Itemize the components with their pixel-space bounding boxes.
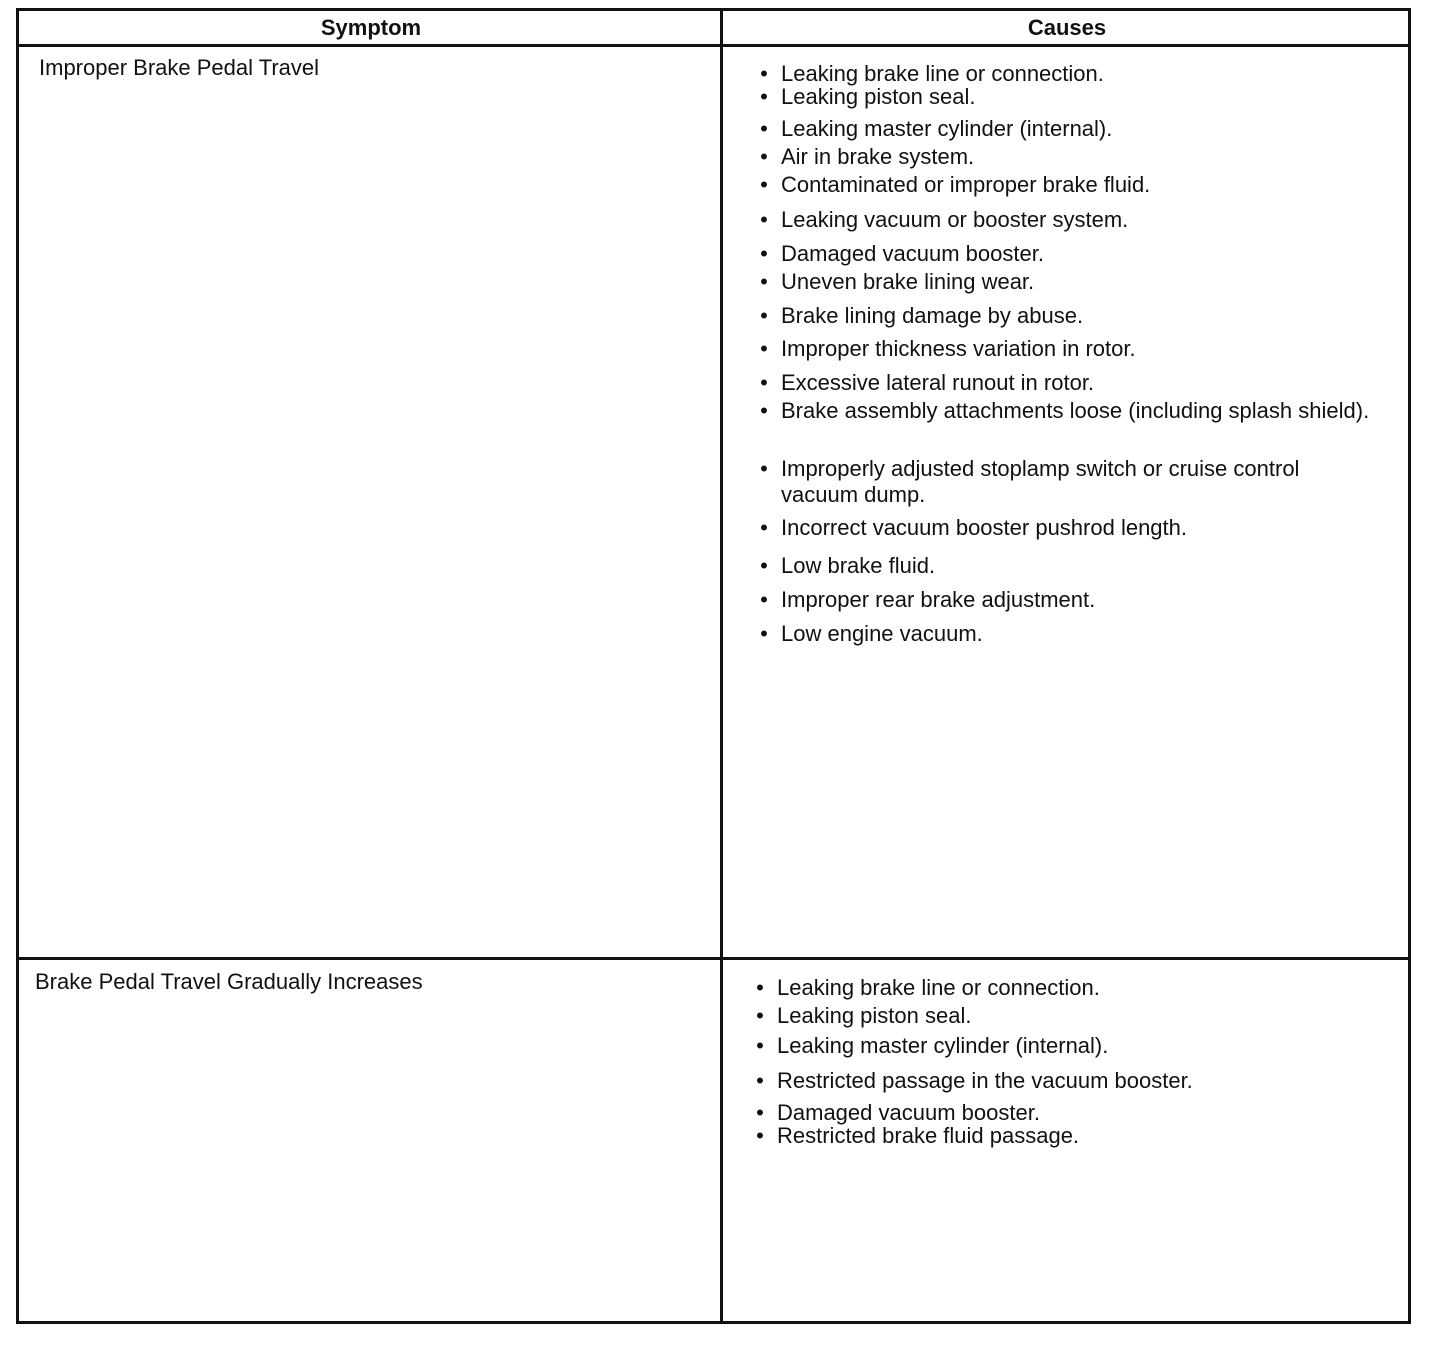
cause-text: Restricted brake fluid passage. (777, 1123, 1080, 1148)
bullet-icon: • (760, 621, 768, 646)
bullet-icon: • (756, 1100, 764, 1125)
cause-text: Improper rear brake adjustment. (781, 587, 1096, 612)
list-item (757, 515, 1377, 541)
bullet-icon: • (760, 84, 768, 109)
list-item (757, 241, 1377, 267)
list-item (757, 269, 1377, 295)
cause-text: Excessive lateral runout in rotor. (781, 370, 1095, 395)
bullet-icon: • (760, 144, 768, 169)
bullet-icon: • (760, 398, 768, 423)
list-item (753, 975, 1373, 1001)
list-item (757, 336, 1377, 362)
bullet-icon: • (760, 172, 768, 197)
symptom-causes-table (16, 8, 1411, 1324)
symptom-row-1: Improper Brake Pedal Travel (39, 55, 320, 80)
bullet-icon: • (756, 1068, 764, 1093)
list-item (757, 370, 1377, 396)
list-item (757, 398, 1377, 424)
cause-text: Brake assembly attachments loose (including splash shield). (781, 398, 1370, 423)
list-item (753, 1003, 1373, 1029)
cause-text: Low engine vacuum. (781, 621, 983, 646)
cause-text: Low brake fluid. (781, 553, 936, 578)
list-item (757, 84, 1377, 110)
cause-text: Uneven brake lining wear. (781, 269, 1035, 294)
list-item (753, 1123, 1373, 1149)
cause-text: Contaminated or improper brake fluid. (781, 172, 1151, 197)
cause-text: Leaking brake line or connection. (777, 975, 1100, 1000)
list-item (757, 144, 1377, 170)
bullet-icon: • (760, 116, 768, 141)
list-item (757, 621, 1377, 647)
bullet-icon: • (756, 1123, 764, 1148)
cause-text: Leaking master cylinder (internal). (777, 1033, 1109, 1058)
cause-text: Incorrect vacuum booster pushrod length. (781, 515, 1188, 540)
bullet-icon: • (760, 370, 768, 395)
bullet-icon: • (760, 207, 768, 232)
bullet-icon: • (760, 587, 768, 612)
cause-text: Damaged vacuum booster. (777, 1100, 1040, 1125)
header-causes: Causes (1027, 15, 1107, 40)
cause-text: Improper thickness variation in rotor. (781, 336, 1136, 361)
cause-text: Leaking brake line or connection. (781, 61, 1104, 86)
bullet-icon: • (756, 1033, 764, 1058)
cause-text: Brake lining damage by abuse. (781, 303, 1084, 328)
header-symptom: Symptom (320, 15, 422, 40)
cause-text: Leaking vacuum or booster system. (781, 207, 1129, 232)
bullet-icon: • (760, 241, 768, 266)
bullet-icon: • (760, 336, 768, 361)
cause-text: Damaged vacuum booster. (781, 241, 1044, 266)
list-item (757, 587, 1377, 613)
list-item (753, 1068, 1373, 1094)
list-item (757, 456, 1377, 508)
list-item (757, 303, 1377, 329)
list-item (757, 116, 1377, 142)
bullet-icon: • (756, 1003, 764, 1028)
list-item (757, 207, 1377, 233)
column-divider (720, 11, 723, 1321)
bullet-icon: • (760, 303, 768, 328)
cause-text: Leaking piston seal. (781, 84, 976, 109)
bullet-icon: • (760, 515, 768, 540)
table-header-row (19, 11, 1408, 47)
bullet-icon: • (760, 61, 768, 86)
cause-text: Air in brake system. (781, 144, 975, 169)
list-item (757, 553, 1377, 579)
symptom-row-2: Brake Pedal Travel Gradually Increases (35, 969, 423, 994)
list-item (753, 1033, 1373, 1059)
cause-text: Improperly adjusted stoplamp switch or cruise control vacuum dump. (781, 456, 1300, 507)
bullet-icon: • (756, 975, 764, 1000)
cause-text: Restricted passage in the vacuum booster. (777, 1068, 1193, 1093)
cause-text: Leaking piston seal. (777, 1003, 972, 1028)
list-item (757, 172, 1377, 198)
bullet-icon: • (760, 456, 768, 481)
row-divider (19, 957, 1408, 960)
cause-text: Leaking master cylinder (internal). (781, 116, 1113, 141)
bullet-icon: • (760, 553, 768, 578)
bullet-icon: • (760, 269, 768, 294)
